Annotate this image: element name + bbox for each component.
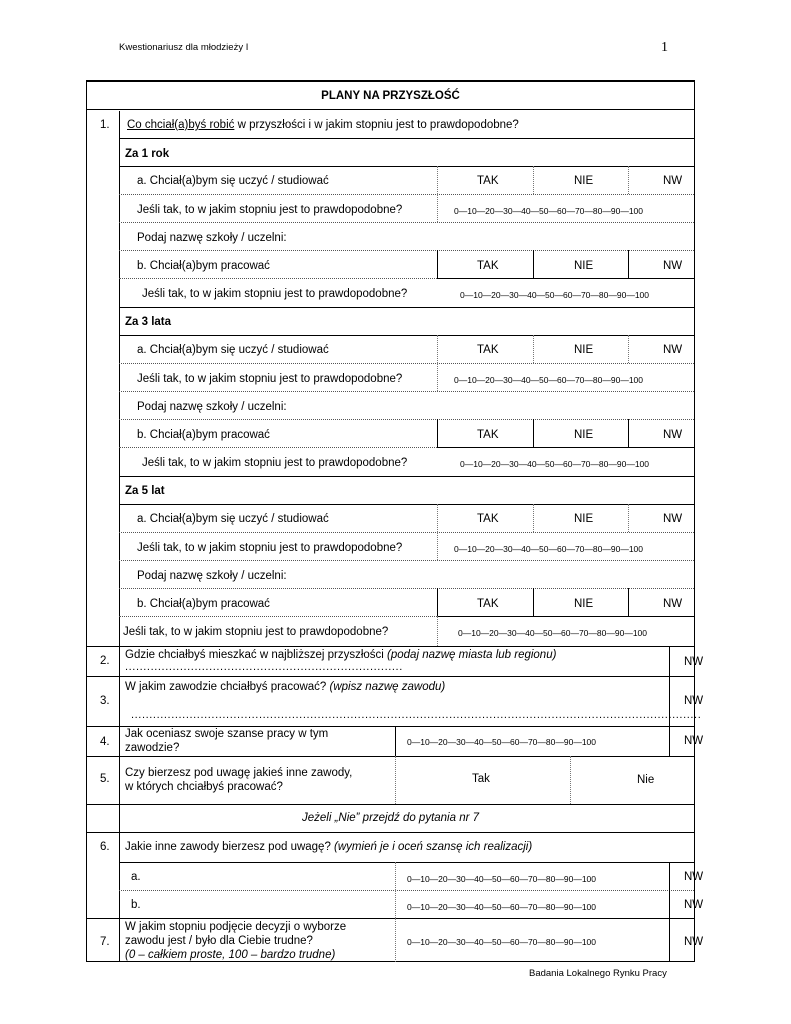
divider (437, 335, 438, 363)
period-3-study-no[interactable]: NIE (574, 344, 594, 356)
divider (119, 419, 694, 420)
divider (669, 918, 670, 962)
divider (437, 278, 694, 279)
period-1-study-scale[interactable]: 0—10—20—30—40—50—60—70—80—90—100 (454, 206, 644, 216)
period-5-study-scale[interactable]: 0—10—20—30—40—50—60—70—80—90—100 (454, 544, 644, 554)
q2-question (125, 648, 556, 662)
period-1-work-likelihood-label: Jeśli tak, to w jakim stopniu jest to prawdopodobne? (142, 288, 408, 300)
period-5-school-label: Podaj nazwę szkoły / uczelni: (137, 570, 287, 582)
period-3-work-yes[interactable]: TAK (477, 429, 499, 441)
period-1-work-no[interactable]: NIE (574, 260, 594, 272)
divider (628, 335, 629, 363)
divider (119, 560, 694, 561)
divider (533, 504, 534, 532)
q3-number: 3. (100, 695, 110, 707)
q6-option-b-scale[interactable]: 0—10—20—30—40—50—60—70—80—90—100 (407, 902, 597, 912)
divider (395, 726, 396, 756)
period-5-work-nw[interactable]: NW (663, 598, 683, 610)
divider (533, 419, 534, 447)
q7-question-line1: W jakim stopniu podjęcie decyzji o wyborze (125, 921, 347, 933)
divider (119, 890, 694, 891)
divider (119, 616, 437, 617)
q3-answer-line[interactable]: ............................................................................................................................................................ (131, 709, 702, 721)
period-5-study-likelihood-label: Jeśli tak, to w jakim stopniu jest to prawdopodobne? (137, 542, 403, 554)
period-3-school-label: Podaj nazwę szkoły / uczelni: (137, 401, 287, 413)
divider (669, 676, 670, 726)
q6-question-text: Jakie inne zawody bierzesz pod uwagę? (125, 841, 335, 853)
divider (533, 250, 534, 278)
questionnaire-form (86, 80, 704, 962)
divider (119, 532, 694, 533)
divider (395, 890, 396, 918)
divider (119, 166, 694, 167)
q6-question (125, 840, 532, 854)
q6-option-a: a. (131, 871, 141, 883)
divider (628, 166, 629, 194)
q7-question-hint: (0 – całkiem proste, 100 – bardzo trudne) (125, 949, 336, 961)
q5-yes[interactable]: Tak (472, 773, 490, 785)
q4-number: 4. (100, 736, 110, 748)
divider (119, 391, 694, 392)
divider (437, 194, 438, 222)
period-3-study-yes[interactable]: TAK (477, 344, 499, 356)
q2-question-text: Gdzie chciałbyś mieszkać w najbliższej przyszłości (125, 649, 388, 661)
period-1-work-label: b. Chciał(a)bym pracować (137, 260, 270, 272)
q1-question-rest: w przyszłości i w jakim stopniu jest to prawdopodobne? (234, 119, 519, 131)
q7-nw[interactable]: NW (684, 936, 704, 948)
q5-number: 5. (100, 773, 110, 785)
period-1-study-likelihood-label: Jeśli tak, to w jakim stopniu jest to prawdopodobne? (137, 204, 403, 216)
divider (570, 756, 571, 804)
divider (119, 504, 694, 505)
divider (395, 756, 396, 804)
divider (87, 756, 694, 757)
period-3-work-nw[interactable]: NW (663, 429, 683, 441)
skip-instruction: Jeżeli „Nie” przejdź do pytania nr 7 (301, 812, 480, 824)
q2-nw[interactable]: NW (684, 656, 704, 668)
divider (119, 307, 694, 308)
q3-question-text: W jakim zawodzie chciałbyś pracować? (125, 681, 330, 693)
period-3-study-likelihood-label: Jeśli tak, to w jakim stopniu jest to prawdopodobne? (137, 373, 403, 385)
period-1-label: Za 1 rok (125, 148, 170, 160)
number-column-divider (119, 111, 120, 962)
divider (437, 447, 694, 448)
divider (119, 588, 694, 589)
divider (119, 278, 437, 279)
q6-option-b-nw[interactable]: NW (684, 899, 704, 911)
divider (119, 138, 694, 139)
period-3-study-label: a. Chciał(a)bym się uczyć / studiować (137, 344, 329, 356)
divider (119, 447, 437, 448)
divider (119, 222, 694, 223)
divider (119, 476, 694, 477)
period-3-study-nw[interactable]: NW (663, 344, 683, 356)
divider (437, 616, 694, 617)
period-1-study-nw[interactable]: NW (663, 175, 683, 187)
section-title: PLANY NA PRZYSZŁOŚĆ (321, 90, 460, 102)
divider (437, 588, 438, 616)
q6-option-a-nw[interactable]: NW (684, 871, 704, 883)
divider (628, 419, 629, 447)
divider (533, 588, 534, 616)
q5-question-line1: Czy bierzesz pod uwagę jakieś inne zawody, (125, 767, 353, 779)
document-footer: Badania Lokalnego Rynku Pracy (529, 968, 667, 979)
period-1-study-yes[interactable]: TAK (477, 175, 499, 187)
period-5-work-likelihood-label: Jeśli tak, to w jakim stopniu jest to prawdopodobne? (123, 626, 389, 638)
period-5-label: Za 5 lat (125, 485, 165, 497)
period-1-work-yes[interactable]: TAK (477, 260, 499, 272)
divider (628, 504, 629, 532)
divider (87, 832, 694, 833)
period-3-work-likelihood-label: Jeśli tak, to w jakim stopniu jest to prawdopodobne? (142, 457, 408, 469)
divider (669, 726, 670, 756)
period-1-study-no[interactable]: NIE (574, 175, 594, 187)
divider (437, 419, 438, 447)
divider (87, 109, 694, 110)
divider (119, 194, 694, 195)
q3-nw[interactable]: NW (684, 695, 704, 707)
period-5-study-no[interactable]: NIE (574, 513, 594, 525)
q7-question-line2: zawodu jest / było dla Ciebie trudne? (125, 935, 313, 947)
period-1-work-scale[interactable]: 0—10—20—30—40—50—60—70—80—90—100 (460, 290, 650, 300)
period-5-study-label: a. Chciał(a)bym się uczyć / studiować (137, 513, 329, 525)
q7-scale[interactable]: 0—10—20—30—40—50—60—70—80—90—100 (407, 937, 597, 947)
period-5-work-no[interactable]: NIE (574, 598, 594, 610)
q5-no[interactable]: Nie (637, 774, 655, 786)
q2-question-hint: (podaj nazwę miasta lub regionu) (387, 649, 557, 661)
q3-question-hint: (wpisz nazwę zawodu) (329, 681, 446, 693)
q2-number: 2. (100, 655, 110, 667)
divider (533, 335, 534, 363)
divider (87, 804, 694, 805)
divider (87, 918, 694, 919)
q4-nw[interactable]: NW (684, 735, 704, 747)
period-5-study-nw[interactable]: NW (663, 513, 683, 525)
divider (669, 890, 670, 918)
q1-question-emphasis: Co chciał(a)byś robić (127, 119, 235, 131)
q5-question-line2: w których chciałbyś pracować? (125, 781, 283, 793)
period-1-school-label: Podaj nazwę szkoły / uczelni: (137, 232, 287, 244)
q4-question-line2: zawodzie? (125, 742, 180, 754)
q6-question-hint: (wymień je i oceń szansę ich realizacji) (334, 841, 533, 853)
q4-scale[interactable]: 0—10—20—30—40—50—60—70—80—90—100 (407, 737, 597, 747)
q3-question (125, 680, 445, 694)
period-5-work-scale[interactable]: 0—10—20—30—40—50—60—70—80—90—100 (458, 628, 648, 638)
divider (119, 363, 694, 364)
period-5-study-yes[interactable]: TAK (477, 513, 499, 525)
divider (87, 646, 694, 647)
divider (628, 250, 629, 278)
period-3-label: Za 3 lata (125, 316, 172, 328)
divider (119, 862, 694, 863)
divider (87, 676, 694, 677)
period-3-study-scale[interactable]: 0—10—20—30—40—50—60—70—80—90—100 (454, 375, 644, 385)
divider (437, 166, 438, 194)
divider (669, 646, 670, 676)
q1-number: 1. (100, 119, 110, 131)
period-5-work-label: b. Chciał(a)bym pracować (137, 598, 270, 610)
divider (395, 918, 396, 962)
divider (437, 616, 438, 646)
period-5-work-yes[interactable]: TAK (477, 598, 499, 610)
page-number: 1 (661, 40, 668, 55)
period-3-work-no[interactable]: NIE (574, 429, 594, 441)
divider (119, 250, 694, 251)
divider (437, 363, 438, 391)
divider (669, 862, 670, 890)
document-header-title: Kwestionariusz dla młodzieży I (119, 42, 249, 53)
q1-question (127, 118, 519, 132)
q7-number: 7. (100, 936, 110, 948)
q4-question-line1: Jak oceniasz swoje szanse pracy w tym (125, 728, 329, 740)
divider (437, 532, 438, 560)
divider (533, 166, 534, 194)
period-3-work-label: b. Chciał(a)bym pracować (137, 429, 270, 441)
divider (628, 588, 629, 616)
period-1-work-nw[interactable]: NW (663, 260, 683, 272)
divider (437, 504, 438, 532)
divider (395, 862, 396, 890)
divider (437, 250, 438, 278)
q2-answer-line[interactable]: ............................................................................ (125, 661, 403, 673)
period-1-study-label: a. Chciał(a)bym się uczyć / studiować (137, 175, 329, 187)
period-3-work-scale[interactable]: 0—10—20—30—40—50—60—70—80—90—100 (460, 459, 650, 469)
divider (119, 335, 694, 336)
q6-option-b: b. (131, 899, 141, 911)
q6-option-a-scale[interactable]: 0—10—20—30—40—50—60—70—80—90—100 (407, 874, 597, 884)
q6-number: 6. (100, 841, 110, 853)
